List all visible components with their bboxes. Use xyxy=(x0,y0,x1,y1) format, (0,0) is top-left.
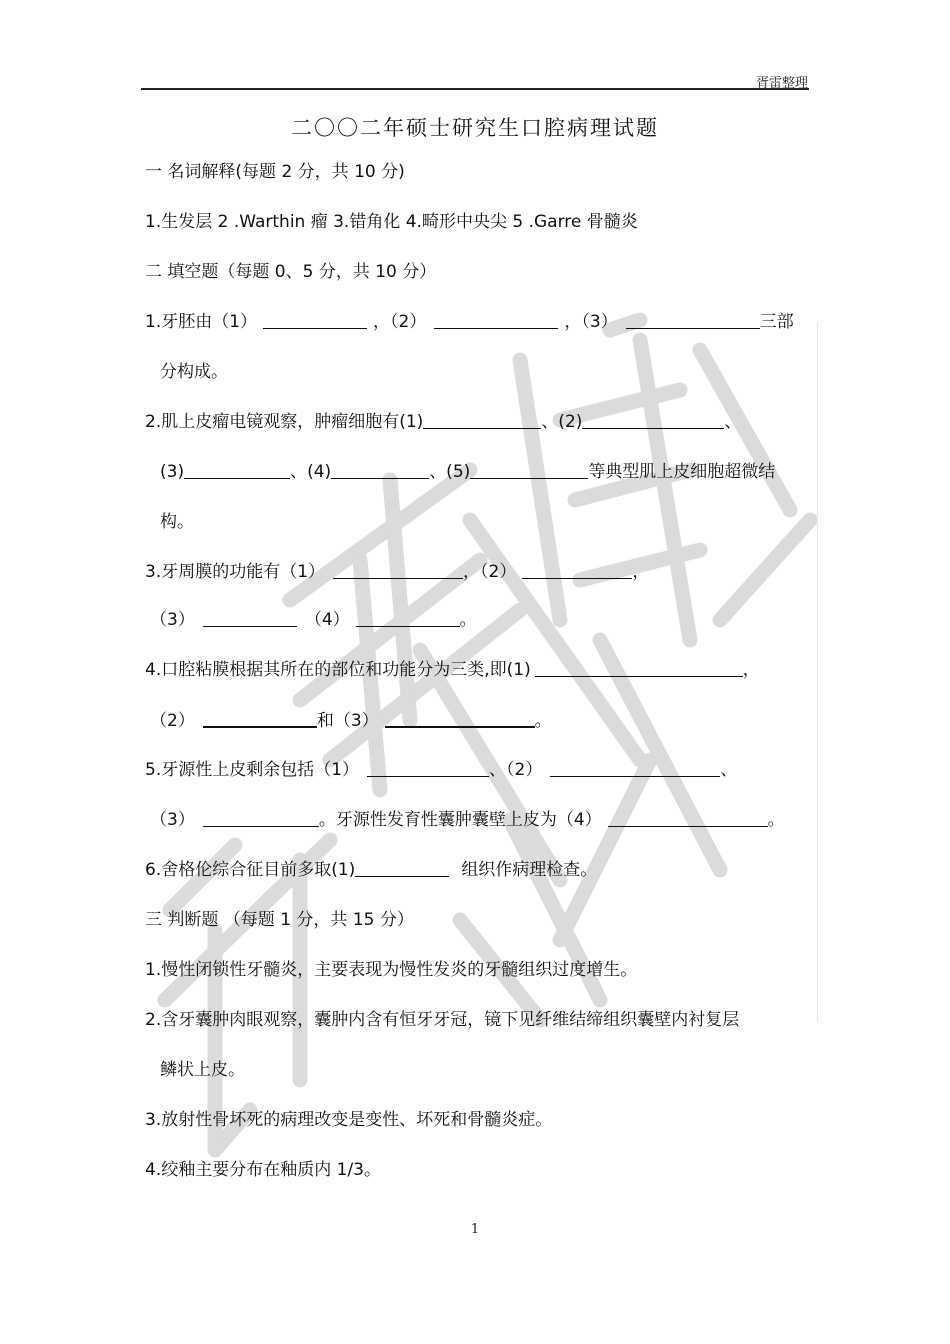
q-text: 。 xyxy=(767,810,785,830)
answer-blank xyxy=(367,756,489,777)
q-text: 和（3） xyxy=(316,711,379,731)
q-text: 5.牙源性上皮剩余包括（1） xyxy=(145,760,360,780)
q-text: ，（2） xyxy=(463,562,517,582)
answer-blank xyxy=(203,606,297,627)
question-3-2: 2.含牙囊肿肉眼观察，囊肿内含有恒牙牙冠，镜下见纤维结缔组织囊壁内衬复层 xyxy=(145,1010,740,1030)
answer-blank xyxy=(333,558,463,579)
answer-blank xyxy=(626,308,760,329)
q-text: 。 xyxy=(459,610,477,630)
q-text: （4） xyxy=(304,610,350,630)
q-text: 4.口腔粘膜根据其所在的部位和功能分为三类,即(1) xyxy=(145,660,531,680)
q-text: 。牙源性发育性囊肿囊壁上皮为（4） xyxy=(318,810,602,830)
answer-blank xyxy=(263,308,367,329)
section-heading-2: 二 填空题（每题 0、5 分，共 10 分） xyxy=(145,262,437,282)
q-text: ，（3） xyxy=(564,312,618,332)
q-text: 、（2） xyxy=(489,760,543,780)
question-2-3-cont xyxy=(150,606,814,634)
q-text: 三部 xyxy=(759,312,794,332)
q-text: 。 xyxy=(534,711,552,731)
q-text: 2.肌上皮瘤电镜观察，肿瘤细胞有(1) xyxy=(145,412,424,432)
header-rule xyxy=(141,88,809,90)
answer-blank xyxy=(203,806,319,827)
q-text: ， xyxy=(632,562,650,582)
answer-blank xyxy=(423,408,541,429)
question-2-2 xyxy=(145,408,809,436)
answer-blank xyxy=(582,408,724,429)
answer-blank xyxy=(522,558,632,579)
q-text: 、(5) xyxy=(429,462,471,482)
question-2-4 xyxy=(145,656,809,684)
question-2-3 xyxy=(145,558,809,586)
q-text: ， xyxy=(742,660,760,680)
answer-blank xyxy=(550,756,720,777)
q-text: （3） xyxy=(150,810,195,830)
question-3-4: 4.绞釉主要分布在釉质内 1/3。 xyxy=(145,1160,381,1180)
q-text: 3.牙周膜的功能有（1） xyxy=(145,562,326,582)
question-3-2-cont: 鳞状上皮。 xyxy=(160,1060,245,1080)
question-2-5 xyxy=(145,756,809,784)
q-text: 、 xyxy=(720,760,738,780)
question-2-4-cont xyxy=(150,706,814,734)
q-text: (3) xyxy=(160,462,185,482)
answer-blank xyxy=(331,458,429,479)
question-2-2-cont2: 构。 xyxy=(160,512,194,532)
q-text: 1.牙胚由（1） xyxy=(145,312,258,332)
section-heading-3: 三 判断题 （每题 1 分，共 15 分） xyxy=(145,910,414,930)
q-text: （2） xyxy=(150,711,195,731)
question-2-2-cont xyxy=(160,458,824,486)
question-3-3: 3.放射性骨坏死的病理改变是变性、坏死和骨髓炎症。 xyxy=(145,1110,553,1130)
q-text: 等典型肌上皮细胞超微结 xyxy=(588,462,776,482)
page-number: 1 xyxy=(470,1222,480,1237)
header-label: 胥雷整理 xyxy=(755,76,808,91)
q-text: 、(2) xyxy=(541,412,583,432)
q-text: 、(4) xyxy=(290,462,332,482)
question-2-5-cont xyxy=(150,806,814,834)
question-2-1 xyxy=(145,308,809,336)
question-2-6 xyxy=(145,856,809,884)
q-text: 6.舍格伦综合征目前多取(1) xyxy=(145,860,356,880)
question-3-1: 1.慢性闭锁性牙髓炎，主要表现为慢性发炎的牙髓组织过度增生。 xyxy=(145,960,638,980)
answer-blank xyxy=(355,856,449,877)
answer-blank xyxy=(356,606,460,627)
term-list: 1.生发层 2 .Warthin 瘤 3.错角化 4.畸形中央尖 5 .Garre 骨髓炎 xyxy=(145,212,638,232)
answer-blank xyxy=(470,458,588,479)
answer-blank xyxy=(203,706,317,728)
question-2-1-cont: 分构成。 xyxy=(160,362,228,382)
q-text: 、 xyxy=(724,412,742,432)
answer-blank xyxy=(385,706,535,728)
document-title: 二〇〇二年硕士研究生口腔病理试题 xyxy=(291,116,659,140)
answer-blank xyxy=(535,656,743,677)
q-text: 组织作病理检查。 xyxy=(461,860,598,880)
page-edge-line xyxy=(817,322,818,1022)
q-text: （3） xyxy=(150,610,195,630)
section-heading-1: 一 名词解释(每题 2 分，共 10 分) xyxy=(145,162,405,182)
q-text: ，（2） xyxy=(373,312,427,332)
answer-blank xyxy=(184,458,290,479)
answer-blank xyxy=(434,308,558,329)
answer-blank xyxy=(608,806,768,827)
